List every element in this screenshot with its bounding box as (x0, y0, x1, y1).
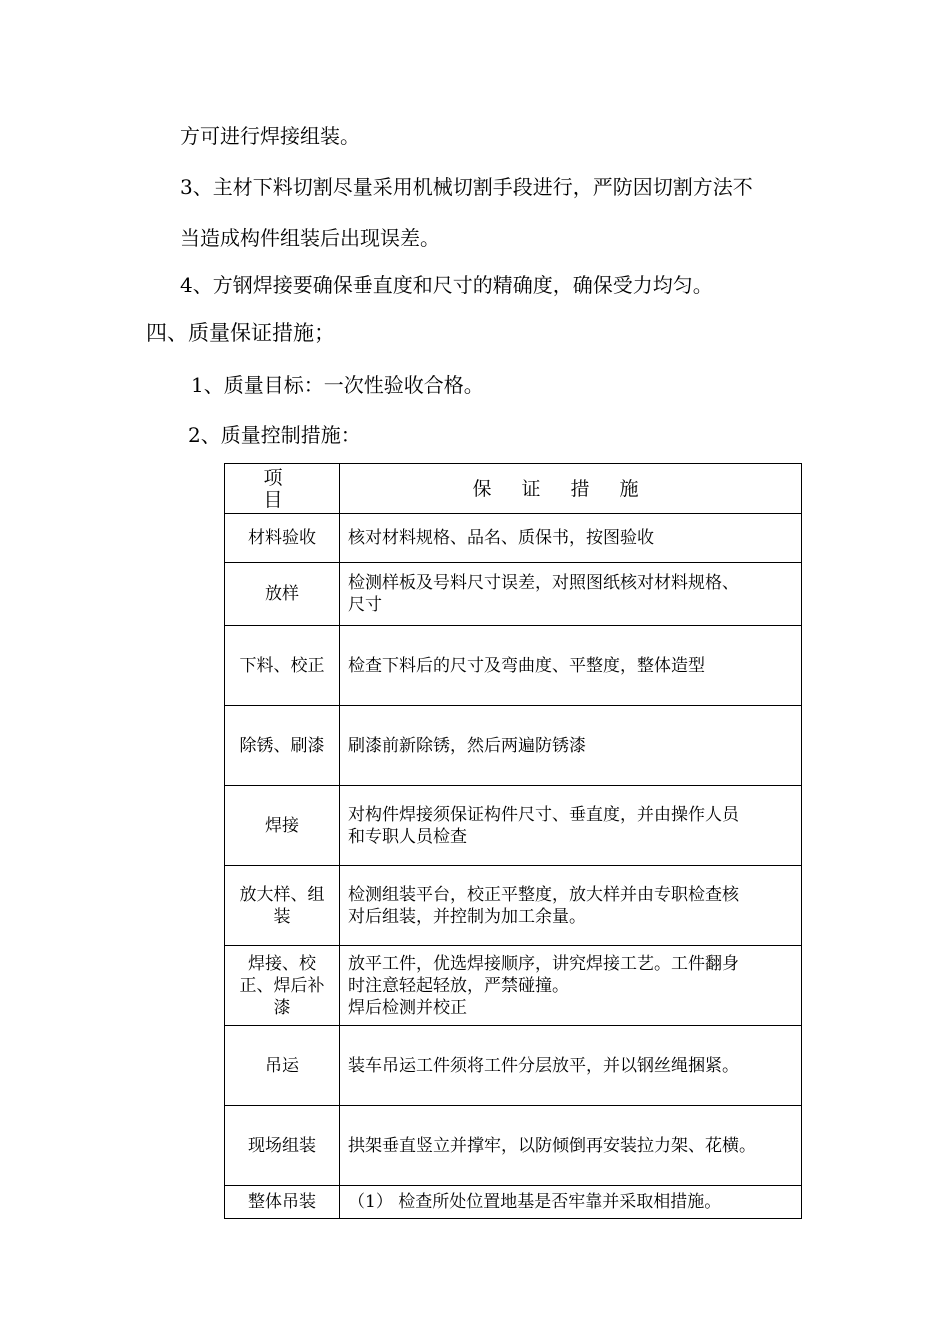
row-measure (340, 866, 802, 946)
measure-line: 刷漆前新除锈，然后两遍防锈漆 (348, 735, 586, 756)
measure-line: 时注意轻起轻放，严禁碰撞。 (348, 975, 569, 996)
measure-line: 装车吊运工件须将工件分层放平，并以钢丝绳捆紧。 (348, 1055, 739, 1076)
table-row (225, 563, 802, 626)
row-measure (340, 946, 802, 1026)
measure-line: 核对材料规格、品名、质保书，按图验收 (348, 528, 654, 548)
row-item: 放大样、组装 (225, 866, 340, 946)
paragraph-item-4: 4、方钢焊接要确保垂直度和尺寸的精确度，确保受力均匀。 (180, 273, 713, 297)
measure-line: 检查下料后的尺寸及弯曲度、平整度，整体造型 (348, 655, 705, 676)
row-measure (340, 1026, 802, 1106)
measure-line: 拱架垂直竖立并撑牢，以防倾倒再安装拉力架、花横。 (348, 1135, 756, 1156)
row-measure (340, 514, 802, 563)
row-item: 焊接、校正、焊后补漆 (225, 946, 340, 1026)
section-heading: 四、质量保证措施； (146, 321, 335, 345)
table-row (225, 626, 802, 706)
measure-line: 焊后检测并校正 (348, 997, 467, 1018)
row-measure (340, 1186, 802, 1219)
table-row (225, 706, 802, 786)
paragraph-item-3-line-1: 3、主材下料切割尽量采用机械切割手段进行，严防因切割方法不 (180, 175, 753, 199)
measure-line: 和专职人员检查 (348, 826, 467, 847)
table-row (225, 1106, 802, 1186)
measure-line: 检测样板及号料尺寸误差，对照图纸核对材料规格、 (348, 573, 739, 593)
row-item: 放样 (225, 563, 340, 626)
measure-line: 尺寸 (348, 595, 382, 615)
row-measure (340, 563, 802, 626)
table-row (225, 786, 802, 866)
header-measure: 保证措施 (340, 464, 802, 514)
row-measure (340, 706, 802, 786)
measure-line: 对构件焊接须保证构件尺寸、垂直度，并由操作人员 (348, 804, 739, 825)
table-row (225, 866, 802, 946)
measure-line: （1） 检查所处位置地基是否牢靠并采取相措施。 (348, 1192, 722, 1212)
row-item: 下料、校正 (225, 626, 340, 706)
table-row (225, 946, 802, 1026)
row-item: 整体吊装 (225, 1186, 340, 1219)
row-item: 除锈、刷漆 (225, 706, 340, 786)
measure-line: 对后组装，并控制为加工余量。 (348, 906, 586, 927)
row-measure (340, 786, 802, 866)
measure-line: 放平工件，优选焊接顺序，讲究焊接工艺。工件翻身 (348, 953, 739, 974)
table-header-row (225, 464, 802, 514)
table-row (225, 1026, 802, 1106)
table-row (225, 514, 802, 563)
quality-control-table (224, 463, 802, 1219)
paragraph-item-3-line-2: 当造成构件组装后出现误差。 (180, 226, 440, 250)
header-item: 项 目 (225, 464, 340, 514)
row-measure (340, 1106, 802, 1186)
quality-goal: 1、质量目标：一次性验收合格。 (191, 373, 484, 397)
row-item: 现场组装 (225, 1106, 340, 1186)
table-row (225, 1186, 802, 1219)
row-item: 吊运 (225, 1026, 340, 1106)
row-item: 焊接 (225, 786, 340, 866)
paragraph-continuation: 方可进行焊接组装。 (180, 124, 360, 148)
quality-control-title: 2、质量控制措施： (188, 423, 361, 447)
row-measure (340, 626, 802, 706)
row-item: 材料验收 (225, 514, 340, 563)
measure-line: 检测组装平台，校正平整度，放大样并由专职检查核 (348, 884, 739, 905)
